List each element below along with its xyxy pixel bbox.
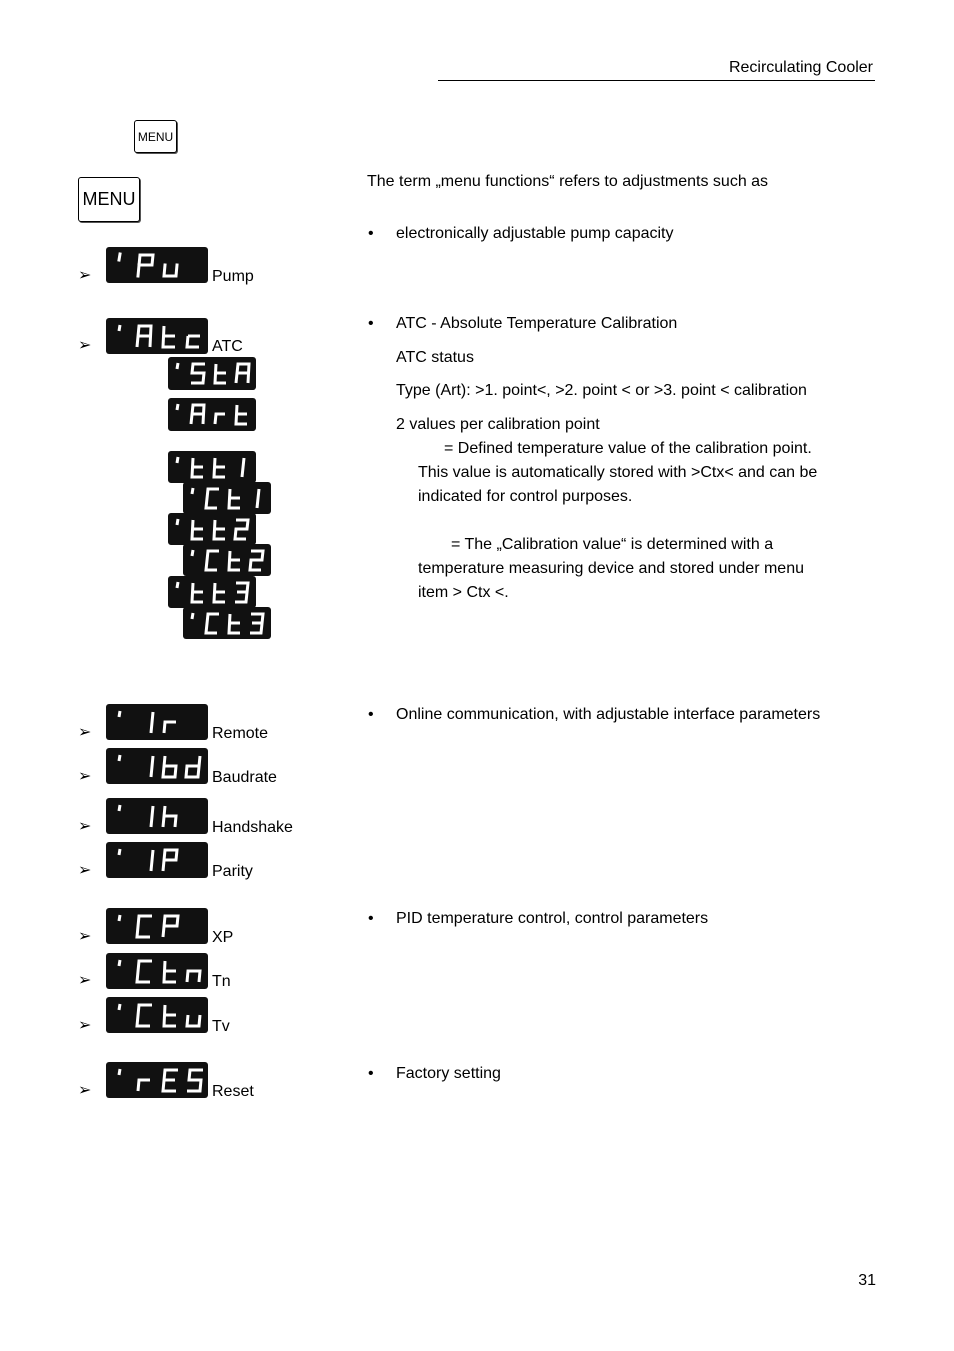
- label-parity: Parity: [212, 863, 253, 880]
- lcd-art: [168, 398, 256, 431]
- intro-text: The term „menu functions“ refers to adjustments such as: [367, 173, 769, 190]
- lcd-sta: [168, 357, 256, 390]
- label-remote: Remote: [212, 725, 269, 742]
- lcd-tt1: [168, 451, 256, 483]
- lcd-ct1: [183, 482, 271, 514]
- lcd-ip-segments: [106, 842, 208, 878]
- arrow-parity: ➢: [78, 862, 92, 879]
- lcd-cp-segments: [106, 908, 208, 944]
- lcd-ct3-segments: [183, 607, 271, 639]
- ct-desc-line3: item > Ctx <.: [418, 584, 509, 601]
- arrow-xp: ➢: [78, 928, 92, 945]
- lcd-sta-segments: [168, 357, 256, 390]
- lcd-atc-segments: [106, 318, 208, 354]
- lcd-atc: [106, 318, 208, 354]
- tt-desc-line2: This value is automatically stored with >Ctx< and can be: [418, 464, 818, 481]
- lcd-ctn: [106, 953, 208, 989]
- arrow-pump: ➢: [78, 267, 92, 284]
- ct-desc-line2: temperature measuring device and stored under menu: [418, 560, 804, 577]
- label-tn: Tn: [212, 973, 231, 990]
- page-number: 31: [858, 1272, 876, 1289]
- lcd-res: [106, 1062, 208, 1098]
- tt-desc-line1: = Defined temperature value of the calibration point.: [444, 440, 812, 457]
- bullet-pid: • PID temperature control, control parameters: [396, 907, 708, 931]
- lcd-ct3: [183, 607, 271, 639]
- header-title: Recirculating Cooler: [728, 59, 873, 76]
- bullet-factory: • Factory setting: [396, 1062, 501, 1086]
- arrow-tn: ➢: [78, 972, 92, 989]
- lcd-pu: [106, 247, 208, 283]
- label-xp: XP: [212, 929, 234, 946]
- lcd-ct2-segments: [183, 544, 271, 576]
- arrow-reset: ➢: [78, 1082, 92, 1099]
- atc-values-text: 2 values per calibration point: [396, 416, 600, 433]
- menu-key-small: MENU: [134, 120, 177, 153]
- lcd-art-segments: [168, 398, 256, 431]
- lcd-ctv: [106, 997, 208, 1033]
- lcd-res-segments: [106, 1062, 208, 1098]
- label-pump: Pump: [212, 268, 254, 285]
- lcd-tt1-segments: [168, 451, 256, 483]
- arrow-baudrate: ➢: [78, 768, 92, 785]
- lcd-ih: [106, 798, 208, 834]
- lcd-ip: [106, 842, 208, 878]
- lcd-ibd: [106, 748, 208, 784]
- ct-desc-line1: = The „Calibration value“ is determined with a: [451, 536, 774, 553]
- label-reset: Reset: [212, 1083, 254, 1100]
- lcd-ir-segments: [106, 704, 208, 740]
- lcd-ctn-segments: [106, 953, 208, 989]
- arrow-tv: ➢: [78, 1017, 92, 1034]
- lcd-pu-segments: [106, 247, 208, 283]
- lcd-tt2: [168, 513, 256, 545]
- menu-key-large: MENU: [78, 177, 140, 222]
- lcd-ir: [106, 704, 208, 740]
- label-atc: ATC: [212, 338, 243, 355]
- header-rule: [438, 80, 875, 81]
- bullet-atc: • ATC - Absolute Temperature Calibration: [396, 312, 677, 336]
- lcd-ct1-segments: [183, 482, 271, 514]
- label-baudrate: Baudrate: [212, 769, 277, 786]
- label-handshake: Handshake: [212, 819, 293, 836]
- arrow-atc: ➢: [78, 337, 92, 354]
- lcd-tt2-segments: [168, 513, 256, 545]
- lcd-ctv-segments: [106, 997, 208, 1033]
- arrow-remote: ➢: [78, 724, 92, 741]
- lcd-ct2: [183, 544, 271, 576]
- arrow-handshake: ➢: [78, 818, 92, 835]
- bullet-pump: • electronically adjustable pump capacity: [396, 222, 673, 246]
- label-tv: Tv: [212, 1018, 230, 1035]
- lcd-tt3-segments: [168, 576, 256, 608]
- lcd-ih-segments: [106, 798, 208, 834]
- tt-desc-line3: indicated for control purposes.: [418, 488, 633, 505]
- lcd-tt3: [168, 576, 256, 608]
- lcd-cp: [106, 908, 208, 944]
- lcd-ibd-segments: [106, 748, 208, 784]
- bullet-online: • Online communication, with adjustable interface parameters: [396, 703, 820, 727]
- atc-type-text: Type (Art): >1. point<, >2. point < or >3. point < calibration: [396, 382, 807, 399]
- atc-status-text: ATC status: [396, 349, 474, 366]
